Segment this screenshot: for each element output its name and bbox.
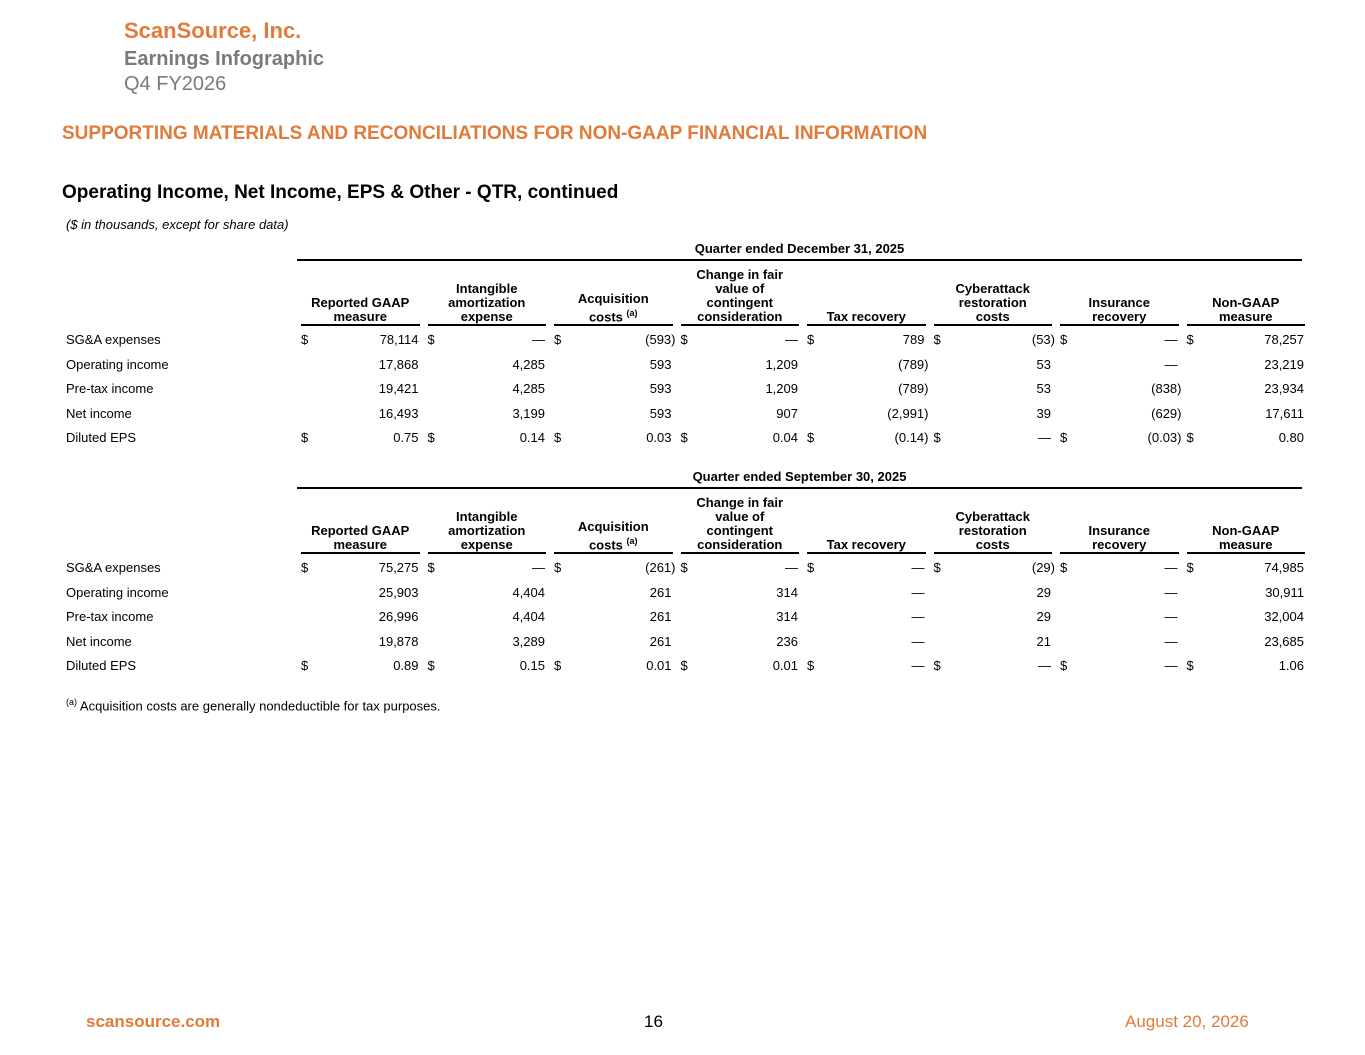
quarter-title: Quarter ended December 31, 2025 bbox=[297, 241, 1302, 261]
table-cell: — bbox=[911, 633, 925, 649]
table-cell: 0.01 bbox=[772, 658, 798, 674]
column-header-line: expense bbox=[460, 309, 513, 324]
column-header-line: expense bbox=[460, 537, 513, 552]
currency-symbol: $ bbox=[554, 430, 562, 446]
column-header-line: recovery bbox=[1092, 309, 1147, 324]
table-cell: 17,868 bbox=[378, 356, 419, 372]
table-cell: — bbox=[1164, 609, 1178, 625]
table-cell: 26,996 bbox=[378, 609, 419, 625]
table-cell: — bbox=[1164, 356, 1178, 372]
table-cell: 78,257 bbox=[1264, 332, 1304, 347]
column-header-line: consideration bbox=[697, 537, 783, 552]
row-label: Diluted EPS bbox=[66, 430, 137, 446]
table-cell: 23,934 bbox=[1264, 381, 1304, 397]
table-cell: — bbox=[532, 560, 545, 575]
table-cell: (0.03) bbox=[1147, 430, 1182, 446]
column-header-line: recovery bbox=[1092, 537, 1147, 552]
fiscal-period: Q4 FY2026 bbox=[124, 73, 227, 95]
column-header-text bbox=[448, 282, 525, 324]
column-header-line: measure bbox=[1219, 537, 1273, 552]
table-cell: 29 bbox=[1036, 609, 1051, 625]
table-cell: 261 bbox=[649, 584, 672, 600]
table-cell: — bbox=[911, 658, 925, 674]
column-header-line: measure bbox=[333, 537, 387, 552]
column-header-line: measure bbox=[333, 309, 387, 324]
table-cell: (0.14) bbox=[894, 430, 929, 446]
currency-symbol: $ bbox=[680, 430, 688, 446]
table-cell: 32,004 bbox=[1264, 609, 1304, 625]
column-header-text bbox=[578, 520, 649, 552]
currency-symbol: $ bbox=[427, 430, 435, 446]
currency-symbol: $ bbox=[933, 430, 941, 446]
table-cell: 0.80 bbox=[1278, 430, 1304, 446]
currency-symbol: $ bbox=[807, 560, 815, 575]
currency-symbol: $ bbox=[301, 560, 309, 575]
table-row bbox=[62, 402, 1302, 426]
table-cell: 39 bbox=[1036, 405, 1051, 421]
footnote bbox=[66, 697, 441, 713]
column-header-line: value of bbox=[715, 509, 765, 524]
table-cell: 261 bbox=[649, 633, 672, 649]
column-header-line: Reported GAAP bbox=[311, 523, 410, 538]
table-cell: 0.89 bbox=[393, 658, 419, 674]
currency-symbol: $ bbox=[807, 430, 815, 446]
table-cell: 4,404 bbox=[512, 609, 545, 625]
currency-symbol: $ bbox=[301, 430, 309, 446]
column-header bbox=[554, 267, 673, 326]
table-cell: — bbox=[532, 332, 545, 347]
column-header bbox=[1187, 267, 1306, 326]
table-cell: 29 bbox=[1036, 584, 1051, 600]
table-cell: — bbox=[785, 560, 798, 575]
column-header-line: contingent bbox=[706, 295, 773, 310]
table-cell: 23,219 bbox=[1264, 356, 1304, 372]
page-number: 16 bbox=[644, 1012, 663, 1031]
table-cell: 53 bbox=[1036, 356, 1051, 372]
table-cell: — bbox=[1164, 584, 1178, 600]
company-name: ScanSource, Inc. bbox=[124, 18, 302, 43]
table-cell: 3,199 bbox=[512, 405, 545, 421]
table-cell: 0.14 bbox=[519, 430, 545, 446]
table-cell: — bbox=[1164, 633, 1178, 649]
footer-website-link[interactable]: scansource.com bbox=[86, 1012, 221, 1031]
table-cell: (53) bbox=[1031, 332, 1055, 347]
table-cell: 16,493 bbox=[378, 405, 419, 421]
table-cell: 314 bbox=[776, 584, 798, 600]
column-header bbox=[428, 495, 547, 554]
currency-symbol: $ bbox=[807, 332, 815, 347]
column-header-line: Insurance bbox=[1088, 295, 1150, 310]
column-header-text bbox=[696, 268, 783, 324]
column-header-line: costs bbox=[975, 537, 1010, 552]
table-cell: 0.03 bbox=[646, 430, 672, 446]
section-title: SUPPORTING MATERIALS AND RECONCILIATIONS FOR NON-GAAP FINANCIAL INFORMATION bbox=[62, 123, 928, 144]
table-cell: — bbox=[1038, 430, 1051, 446]
table-cell: 1,209 bbox=[765, 356, 798, 372]
column-header bbox=[428, 267, 547, 326]
table-cell: 17,611 bbox=[1265, 405, 1304, 421]
table-cell: 0.04 bbox=[772, 430, 798, 446]
currency-symbol: $ bbox=[427, 560, 435, 575]
column-header-line: costs bbox=[588, 537, 623, 552]
currency-symbol: $ bbox=[1060, 332, 1068, 347]
table-cell: 907 bbox=[776, 405, 798, 421]
row-label: Net income bbox=[66, 633, 132, 649]
column-header bbox=[1187, 495, 1306, 554]
currency-symbol: $ bbox=[1060, 658, 1068, 674]
column-header-text bbox=[827, 310, 906, 324]
column-header bbox=[807, 267, 926, 326]
table-cell: 19,421 bbox=[378, 381, 419, 397]
currency-symbol: $ bbox=[1186, 332, 1194, 347]
table-cell: 4,285 bbox=[512, 356, 545, 372]
table-cell: (2,991) bbox=[887, 405, 929, 421]
row-label: Pre-tax income bbox=[66, 609, 154, 625]
currency-symbol: $ bbox=[680, 332, 688, 347]
table-row bbox=[62, 426, 1302, 450]
table-cell: — bbox=[1164, 332, 1178, 347]
column-header-text bbox=[311, 524, 409, 552]
table-cell: (29) bbox=[1031, 560, 1055, 575]
column-header-text bbox=[1212, 524, 1279, 552]
units-note: ($ in thousands, except for share data) bbox=[66, 217, 289, 232]
table-cell: 3,289 bbox=[512, 633, 545, 649]
row-label: SG&A expenses bbox=[66, 332, 161, 347]
currency-symbol: $ bbox=[1060, 560, 1068, 575]
column-header-text bbox=[696, 496, 783, 552]
table-cell: (789) bbox=[898, 381, 929, 397]
table-row bbox=[62, 605, 1302, 629]
column-header-text bbox=[578, 292, 649, 324]
column-header-line: Cyberattack bbox=[955, 281, 1030, 296]
currency-symbol: $ bbox=[680, 560, 688, 575]
column-header-line: Intangible bbox=[456, 281, 518, 296]
footer-date: August 20, 2026 bbox=[1125, 1012, 1249, 1031]
currency-symbol: $ bbox=[427, 332, 435, 347]
column-header-text bbox=[311, 296, 409, 324]
row-label: Operating income bbox=[66, 584, 169, 600]
table-cell: 4,404 bbox=[512, 584, 545, 600]
currency-symbol: $ bbox=[554, 332, 562, 347]
column-header-line: Non-GAAP bbox=[1212, 295, 1280, 310]
column-header-line: Change in fair bbox=[696, 267, 784, 282]
column-header bbox=[301, 267, 420, 326]
table-cell: 789 bbox=[902, 332, 925, 347]
table-row bbox=[62, 556, 1302, 580]
column-header-line: Acquisition bbox=[577, 518, 649, 534]
footnote-text: Acquisition costs are generally nondeductible for tax purposes. bbox=[77, 698, 441, 714]
column-header bbox=[934, 267, 1053, 326]
table-row bbox=[62, 581, 1302, 605]
table-cell: 25,903 bbox=[378, 584, 419, 600]
column-header-line: Non-GAAP bbox=[1212, 523, 1280, 538]
table-cell: (593) bbox=[645, 332, 676, 347]
column-header-line: amortization bbox=[448, 295, 526, 310]
currency-symbol: $ bbox=[680, 658, 688, 674]
column-header bbox=[1060, 495, 1179, 554]
table-cell: — bbox=[911, 560, 925, 575]
footnote-marker: (a) bbox=[66, 697, 77, 707]
table-title: Operating Income, Net Income, EPS & Other - QTR, continued bbox=[62, 182, 619, 203]
column-header-line: Acquisition bbox=[577, 290, 649, 306]
column-header-line: Insurance bbox=[1088, 523, 1150, 538]
table-cell: 19,878 bbox=[378, 633, 419, 649]
currency-symbol: $ bbox=[933, 560, 941, 575]
column-header-text bbox=[1212, 296, 1279, 324]
table-cell: 74,985 bbox=[1264, 560, 1304, 575]
column-header-line: consideration bbox=[697, 309, 783, 324]
row-label: Net income bbox=[66, 405, 132, 421]
table-cell: (629) bbox=[1151, 405, 1182, 421]
currency-symbol: $ bbox=[301, 658, 309, 674]
column-header-text bbox=[956, 282, 1030, 324]
column-header bbox=[301, 495, 420, 554]
table-cell: — bbox=[1164, 658, 1178, 674]
table-row bbox=[62, 654, 1302, 678]
column-header-line: Intangible bbox=[456, 509, 518, 524]
column-header-text bbox=[1089, 524, 1150, 552]
table-cell: 0.01 bbox=[646, 658, 672, 674]
table-row bbox=[62, 353, 1302, 377]
table-cell: 314 bbox=[776, 609, 798, 625]
table-cell: 593 bbox=[649, 356, 672, 372]
column-header bbox=[681, 495, 800, 554]
currency-symbol: $ bbox=[554, 658, 562, 674]
table-row bbox=[62, 328, 1302, 352]
currency-symbol: $ bbox=[933, 332, 941, 347]
column-header-line: restoration bbox=[958, 295, 1027, 310]
currency-symbol: $ bbox=[933, 658, 941, 674]
currency-symbol: $ bbox=[1186, 658, 1194, 674]
column-header-line: costs bbox=[975, 309, 1010, 324]
table-cell: 75,275 bbox=[378, 560, 419, 575]
currency-symbol: $ bbox=[301, 332, 309, 347]
column-header-line: Tax recovery bbox=[826, 537, 906, 552]
row-label: SG&A expenses bbox=[66, 560, 161, 575]
currency-symbol: $ bbox=[807, 658, 815, 674]
table-cell: 30,911 bbox=[1265, 584, 1304, 600]
column-header bbox=[934, 495, 1053, 554]
table-cell: — bbox=[911, 584, 925, 600]
table-cell: 593 bbox=[649, 405, 672, 421]
column-header-line: Tax recovery bbox=[826, 309, 906, 324]
table-cell: 53 bbox=[1036, 381, 1051, 397]
table-cell: 593 bbox=[649, 381, 672, 397]
table-row bbox=[62, 630, 1302, 654]
column-header-line: costs bbox=[588, 309, 623, 324]
table-cell: — bbox=[911, 609, 925, 625]
table-row bbox=[62, 377, 1302, 401]
column-header-text bbox=[827, 538, 906, 552]
table-cell: 21 bbox=[1036, 633, 1051, 649]
table-cell: (261) bbox=[645, 560, 676, 575]
currency-symbol: $ bbox=[1186, 430, 1194, 446]
column-header bbox=[554, 495, 673, 554]
column-header-line: measure bbox=[1219, 309, 1273, 324]
table-cell: 1.06 bbox=[1278, 658, 1304, 674]
currency-symbol: $ bbox=[1186, 560, 1194, 575]
column-header-line: amortization bbox=[448, 523, 526, 538]
document-subtitle: Earnings Infographic bbox=[124, 48, 325, 70]
footnote-ref: (a) bbox=[626, 307, 638, 318]
table-cell: 23,685 bbox=[1264, 633, 1304, 649]
column-header-line: value of bbox=[715, 281, 765, 296]
table-cell: (789) bbox=[898, 356, 929, 372]
column-header-line: contingent bbox=[706, 523, 773, 538]
table-cell: (838) bbox=[1151, 381, 1182, 397]
table-cell: 78,114 bbox=[379, 332, 419, 347]
table-cell: — bbox=[1038, 658, 1051, 674]
row-label: Pre-tax income bbox=[66, 381, 154, 397]
currency-symbol: $ bbox=[554, 560, 562, 575]
column-header-line: Reported GAAP bbox=[311, 295, 410, 310]
column-header-line: restoration bbox=[958, 523, 1027, 538]
currency-symbol: $ bbox=[1060, 430, 1068, 446]
table-cell: 1,209 bbox=[765, 381, 798, 397]
column-header-line: Cyberattack bbox=[955, 509, 1030, 524]
column-header-text bbox=[448, 510, 525, 552]
quarter-title: Quarter ended September 30, 2025 bbox=[297, 469, 1302, 489]
footnote-ref: (a) bbox=[626, 535, 638, 546]
column-header bbox=[1060, 267, 1179, 326]
column-header-text bbox=[956, 510, 1030, 552]
column-header bbox=[681, 267, 800, 326]
column-header-text bbox=[1089, 296, 1150, 324]
row-label: Diluted EPS bbox=[66, 658, 137, 674]
table-cell: 0.75 bbox=[393, 430, 419, 446]
table-cell: — bbox=[1164, 560, 1178, 575]
table-cell: 4,285 bbox=[512, 381, 545, 397]
column-header-line: Change in fair bbox=[696, 495, 784, 510]
column-header bbox=[807, 495, 926, 554]
table-cell: 236 bbox=[776, 633, 798, 649]
row-label: Operating income bbox=[66, 356, 169, 372]
table-cell: 261 bbox=[649, 609, 672, 625]
table-cell: — bbox=[785, 332, 798, 347]
currency-symbol: $ bbox=[427, 658, 435, 674]
table-cell: 0.15 bbox=[519, 658, 545, 674]
